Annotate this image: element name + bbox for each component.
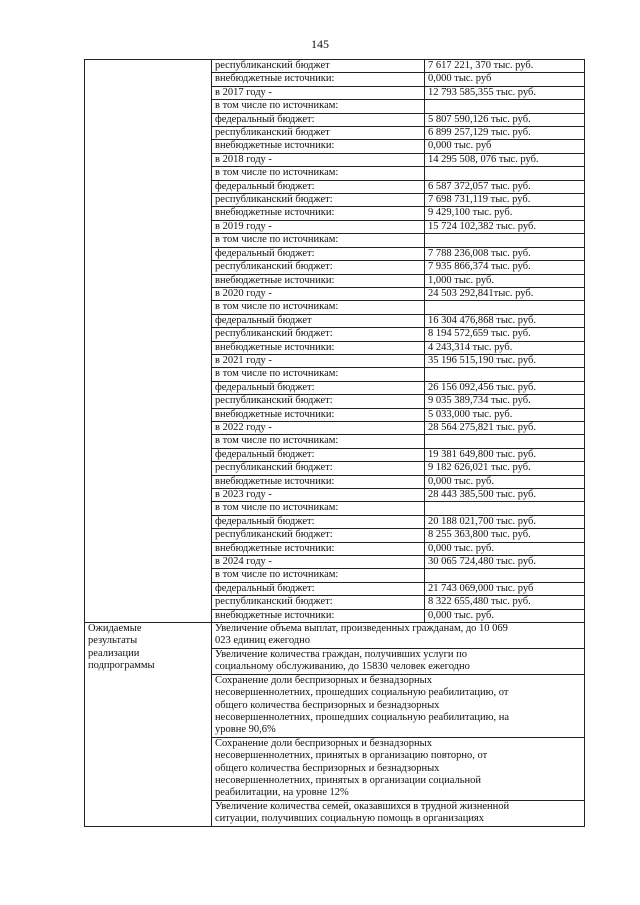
funding-row-value bbox=[425, 368, 585, 381]
result-item-line: несовершеннолетних, прошедших социальную реабилитацию, на bbox=[215, 711, 510, 723]
result-item-line: Увеличение количества граждан, получивших услуги по bbox=[215, 648, 468, 660]
funding-row-value: 19 381 649,800 тыс. руб. bbox=[425, 448, 585, 461]
funding-row-label: в том числе по источникам: bbox=[212, 435, 425, 448]
funding-row-value: 7 698 731,119 тыс. руб. bbox=[425, 194, 585, 207]
result-item bbox=[212, 623, 585, 649]
funding-row-value bbox=[425, 435, 585, 448]
funding-row-value: 12 793 585,355 тыс. руб. bbox=[425, 86, 585, 99]
funding-row-value: 28 564 275,821 тыс. руб. bbox=[425, 421, 585, 434]
results-heading-line: Ожидаемые bbox=[88, 623, 142, 635]
funding-row-label: внебюджетные источники: bbox=[212, 140, 425, 153]
funding-row-label: в том числе по источникам: bbox=[212, 569, 425, 582]
funding-row-value: 9 182 626,021 тыс. руб. bbox=[425, 462, 585, 475]
funding-row-value: 0,000 тыс. руб bbox=[425, 73, 585, 86]
funding-row-value: 5 033,000 тыс. руб. bbox=[425, 408, 585, 421]
funding-row-label: федеральный бюджет: bbox=[212, 247, 425, 260]
result-item-line: несовершеннолетних, принятых в организацию повторно, от bbox=[215, 750, 488, 762]
funding-row-label: внебюджетные источники: bbox=[212, 207, 425, 220]
funding-row-label: внебюджетные источники: bbox=[212, 475, 425, 488]
funding-row-label: в том числе по источникам: bbox=[212, 301, 425, 314]
funding-row bbox=[85, 60, 585, 73]
result-item-line: общего количества беспризорных и безнадзорных bbox=[215, 762, 440, 774]
funding-row-value: 5 807 590,126 тыс. руб. bbox=[425, 113, 585, 126]
funding-row-value: 28 443 385,500 тыс. руб. bbox=[425, 489, 585, 502]
funding-row-value: 15 724 102,382 тыс. руб. bbox=[425, 220, 585, 233]
funding-row-label: республиканский бюджет: bbox=[212, 328, 425, 341]
funding-section bbox=[85, 60, 585, 623]
funding-row-value: 0,000 тыс. руб. bbox=[425, 609, 585, 622]
funding-row-label: республиканский бюджет: bbox=[212, 596, 425, 609]
funding-row-value: 8 322 655,480 тыс. руб. bbox=[425, 596, 585, 609]
funding-row-label: в том числе по источникам: bbox=[212, 368, 425, 381]
results-heading-line: реализации bbox=[88, 647, 140, 659]
funding-row-value bbox=[425, 502, 585, 515]
funding-left-cell bbox=[85, 60, 212, 623]
funding-row-value: 21 743 069,000 тыс. руб bbox=[425, 582, 585, 595]
funding-row-value: 20 188 021,700 тыс. руб. bbox=[425, 515, 585, 528]
funding-row-label: в 2017 году - bbox=[212, 86, 425, 99]
funding-row-value: 6 587 372,057 тыс. руб. bbox=[425, 180, 585, 193]
result-item-line: Сохранение доли беспризорных и безнадзорных bbox=[215, 737, 432, 749]
funding-row-value: 7 935 866,374 тыс. руб. bbox=[425, 261, 585, 274]
funding-row-label: республиканский бюджет: bbox=[212, 194, 425, 207]
funding-row-label: республиканский бюджет: bbox=[212, 529, 425, 542]
result-item-line: 023 единиц ежегодно bbox=[215, 635, 310, 647]
results-heading-line: результаты bbox=[88, 635, 138, 647]
result-item-line: несовершеннолетних, прошедших социальную реабилитацию, от bbox=[215, 687, 509, 699]
result-row bbox=[85, 623, 585, 649]
funding-row-value: 14 295 508, 076 тыс. руб. bbox=[425, 153, 585, 166]
funding-row-value bbox=[425, 100, 585, 113]
funding-row-value: 24 503 292,841тыс. руб. bbox=[425, 287, 585, 300]
funding-row-label: в 2021 году - bbox=[212, 354, 425, 367]
funding-row-label: федеральный бюджет: bbox=[212, 448, 425, 461]
funding-row-value: 0,000 тыс. руб bbox=[425, 140, 585, 153]
funding-row-label: в 2018 году - bbox=[212, 153, 425, 166]
funding-row-label: федеральный бюджет: bbox=[212, 582, 425, 595]
funding-row-value: 7 617 221, 370 тыс. руб. bbox=[425, 60, 585, 73]
funding-row-label: федеральный бюджет: bbox=[212, 113, 425, 126]
funding-row-label: в 2023 году - bbox=[212, 489, 425, 502]
funding-row-label: внебюджетные источники: bbox=[212, 274, 425, 287]
result-item-line: Сохранение доли беспризорных и безнадзорных bbox=[215, 674, 432, 686]
funding-row-value: 8 255 363,800 тыс. руб. bbox=[425, 529, 585, 542]
funding-row-value: 26 156 092,456 тыс. руб. bbox=[425, 381, 585, 394]
funding-row-label: в том числе по источникам: bbox=[212, 100, 425, 113]
page-number: 145 bbox=[311, 37, 329, 51]
results-section bbox=[85, 623, 585, 827]
subprogram-passport-table bbox=[84, 59, 585, 827]
result-item-line: несовершеннолетних, принятых в организации социальной bbox=[215, 774, 482, 786]
funding-row-value: 35 196 515,190 тыс. руб. bbox=[425, 354, 585, 367]
funding-row-value: 9 429,100 тыс. руб. bbox=[425, 207, 585, 220]
result-item bbox=[212, 800, 585, 826]
funding-row-label: в том числе по источникам: bbox=[212, 502, 425, 515]
result-item bbox=[212, 737, 585, 800]
funding-row-value bbox=[425, 167, 585, 180]
result-item-line: реабилитации, на уровне 12% bbox=[215, 787, 349, 799]
result-item-line: общего количества беспризорных и безнадзорных bbox=[215, 699, 440, 711]
result-item-line: ситуации, получивших социальную помощь в организациях bbox=[215, 813, 485, 825]
funding-row-value bbox=[425, 234, 585, 247]
funding-row-value bbox=[425, 569, 585, 582]
funding-row-label: федеральный бюджет: bbox=[212, 381, 425, 394]
funding-row-value: 4 243,314 тыс. руб. bbox=[425, 341, 585, 354]
funding-row-label: внебюджетные источники: bbox=[212, 341, 425, 354]
funding-row-label: республиканский бюджет: bbox=[212, 462, 425, 475]
funding-row-value: 16 304 476,868 тыс. руб. bbox=[425, 314, 585, 327]
result-item bbox=[212, 648, 585, 674]
funding-row-value bbox=[425, 301, 585, 314]
funding-row-label: в том числе по источникам: bbox=[212, 234, 425, 247]
funding-row-label: внебюджетные источники: bbox=[212, 542, 425, 555]
funding-row-label: внебюджетные источники: bbox=[212, 609, 425, 622]
funding-row-value: 1,000 тыс. руб. bbox=[425, 274, 585, 287]
funding-row-label: в том числе по источникам: bbox=[212, 167, 425, 180]
results-heading bbox=[85, 623, 212, 827]
funding-row-value: 30 065 724,480 тыс. руб. bbox=[425, 556, 585, 569]
funding-row-label: республиканский бюджет bbox=[212, 60, 425, 73]
funding-row-label: федеральный бюджет: bbox=[212, 180, 425, 193]
result-item bbox=[212, 674, 585, 737]
funding-row-value: 0,000 тыс. руб. bbox=[425, 542, 585, 555]
result-item-line: Увеличение объема выплат, произведенных гражданам, до 10 069 bbox=[215, 623, 508, 635]
funding-row-label: в 2024 году - bbox=[212, 556, 425, 569]
result-item-line: социальному обслуживанию, до 15830 человек ежегодно bbox=[215, 661, 470, 673]
funding-row-label: в 2022 году - bbox=[212, 421, 425, 434]
funding-row-value: 9 035 389,734 тыс. руб. bbox=[425, 395, 585, 408]
funding-row-label: республиканский бюджет bbox=[212, 127, 425, 140]
funding-row-value: 6 899 257,129 тыс. руб. bbox=[425, 127, 585, 140]
funding-row-label: внебюджетные источники: bbox=[212, 408, 425, 421]
funding-row-label: федеральный бюджет bbox=[212, 314, 425, 327]
results-heading-line: подпрограммы bbox=[88, 660, 155, 672]
funding-row-label: в 2019 году - bbox=[212, 220, 425, 233]
funding-row-label: федеральный бюджет: bbox=[212, 515, 425, 528]
funding-row-value: 8 194 572,659 тыс. руб. bbox=[425, 328, 585, 341]
funding-row-label: республиканский бюджет: bbox=[212, 261, 425, 274]
funding-row-label: в 2020 году - bbox=[212, 287, 425, 300]
result-item-line: уровне 90,6% bbox=[215, 724, 276, 736]
funding-row-value: 0,000 тыс. руб. bbox=[425, 475, 585, 488]
result-item-line: Увеличение количества семей, оказавшихся в трудной жизненной bbox=[215, 800, 510, 812]
funding-row-label: республиканский бюджет: bbox=[212, 395, 425, 408]
funding-row-value: 7 788 236,008 тыс. руб. bbox=[425, 247, 585, 260]
funding-row-label: внебюджетные источники: bbox=[212, 73, 425, 86]
